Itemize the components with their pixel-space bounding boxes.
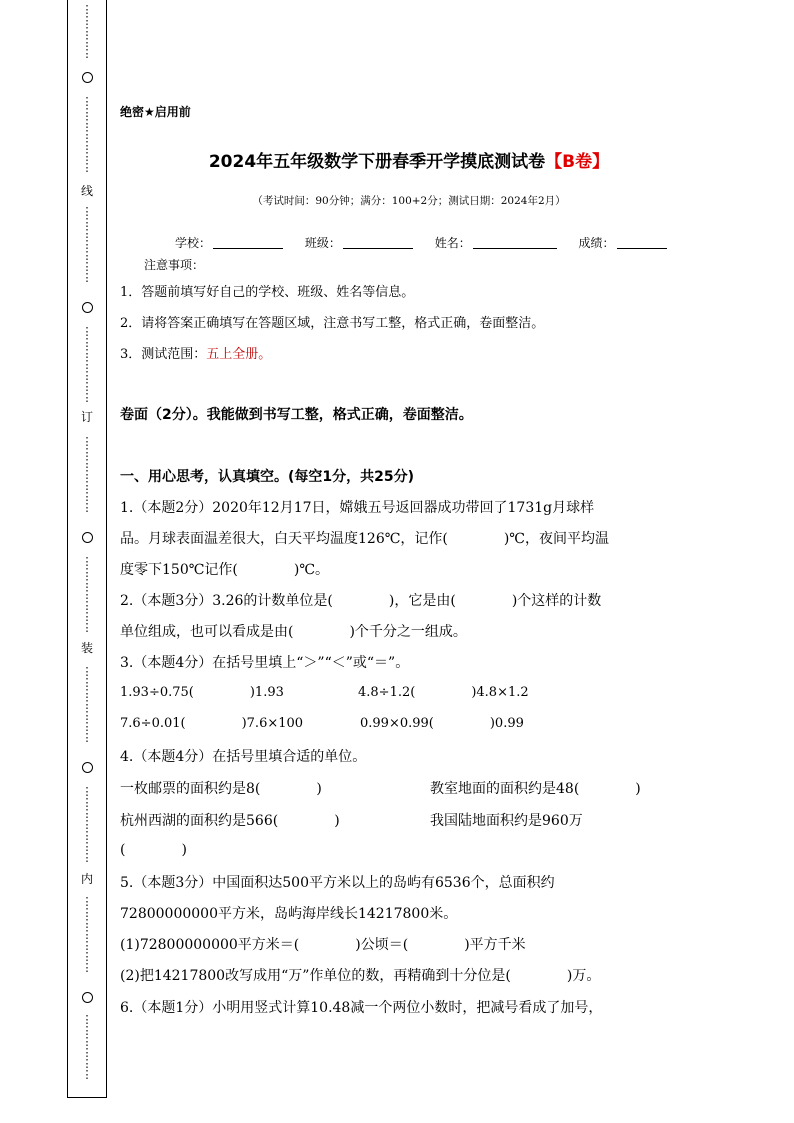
test-scope: 五上全册。: [206, 347, 272, 362]
q3-item-c: 7.6÷0.01( )7.6×100: [120, 716, 304, 731]
binding-word-ding: 订: [80, 410, 93, 424]
q4-item-a: 一枚邮票的面积约是8( ): [120, 781, 322, 797]
q3-heading: 3.（本题4分）在括号里填上“＞”“＜”或“＝”。: [120, 655, 410, 671]
notice-item-2: 2．请将答案正确填写在答题区域，注意书写工整，格式正确，卷面整洁。: [120, 316, 545, 331]
school-field[interactable]: 学校：: [175, 234, 283, 251]
binding-dots: ⋮ ⋮ ⋮ ⋮ ⋮ ⋮ ⋮: [81, 895, 93, 974]
binding-dots: ⋮ ⋮ ⋮ ⋮ ⋮ ⋮ ⋮: [81, 785, 93, 864]
q5-line-3: (1)72800000000平方米＝( )公顷＝( )平方千米: [120, 937, 526, 953]
binding-dots: ⋮ ⋮ ⋮ ⋮ ⋮ ⋮ ⋮: [81, 665, 93, 744]
q3-item-d: 0.99×0.99( )0.99: [360, 716, 524, 731]
binding-dots: ⋮ ⋮ ⋮ ⋮ ⋮ ⋮ ⋮: [81, 555, 93, 634]
binding-word-nei: 内: [80, 872, 93, 886]
q1-line-1: 1.（本题2分）2020年12月17日，嫦娥五号返回器成功带回了1731g月球样: [120, 500, 595, 516]
binding-dots: ⋮ ⋮ ⋮ ⋮ ⋮: [81, 3, 93, 60]
title-main: 2024年五年级数学下册春季开学摸底测试卷: [208, 152, 546, 172]
notice-heading: 注意事项：: [144, 258, 205, 272]
q3-item-a: 1.93÷0.75( )1.93: [120, 685, 284, 700]
binding-circle-2: [68, 302, 106, 315]
secret-label: 绝密★启用前: [120, 105, 191, 119]
title-version: 【B卷】: [545, 152, 610, 172]
binding-dots: ⋮ ⋮ ⋮ ⋮ ⋮ ⋮ ⋮: [81, 205, 93, 284]
q4-item-b: 教室地面的面积约是48( ): [430, 781, 641, 797]
exam-info: （考试时间：90分钟；满分：100+2分；测试日期：2024年2月）: [252, 195, 566, 207]
binding-circle-3: [68, 532, 106, 545]
notice-item-1: 1．答题前填写好自己的学校、班级、姓名等信息。: [120, 285, 415, 300]
binding-circle-5: [68, 992, 106, 1005]
binding-line: [67, 0, 107, 1098]
q5-line-1: 5.（本题3分）中国面积达500平方米以上的岛屿有6536个，总面积约: [120, 875, 555, 891]
q1-line-2: 品。月球表面温差很大，白天平均温度126℃，记作( )℃，夜间平均温: [120, 531, 609, 547]
q5-line-4: (2)把14217800改写成用“万”作单位的数，再精确到十分位是( )万。: [120, 968, 601, 984]
notice-item-3: 3．测试范围：五上全册。: [120, 347, 272, 362]
q5-line-2: 72800000000平方米，岛屿海岸线长14217800米。: [120, 906, 458, 922]
name-field[interactable]: 姓名：: [435, 234, 557, 251]
q4-item-d: 我国陆地面积约是960万: [430, 813, 583, 829]
section-1-heading: 一、用心思考，认真填空。(每空1分，共25分): [120, 469, 415, 485]
binding-dots: ⋮ ⋮ ⋮ ⋮ ⋮ ⋮ ⋮: [81, 435, 93, 514]
page-title: [120, 147, 698, 172]
binding-circle-4: [68, 762, 106, 775]
q4-item-d-blank: ( ): [120, 842, 187, 858]
q1-line-3: 度零下150℃记作( )℃。: [120, 562, 329, 578]
neatness-statement: 卷面（2分）。我能做到书写工整，格式正确，卷面整洁。: [120, 407, 473, 423]
binding-dots: ⋮ ⋮ ⋮ ⋮ ⋮ ⋮ ⋮: [81, 325, 93, 404]
binding-dots: ⋮ ⋮ ⋮ ⋮ ⋮ ⋮ ⋮: [81, 95, 93, 174]
q4-item-c: 杭州西湖的面积约是566( ): [120, 813, 340, 829]
binding-word-zhuang: 装: [80, 641, 93, 655]
student-info-row: [175, 234, 667, 251]
q4-heading: 4.（本题4分）在括号里填合适的单位。: [120, 749, 367, 765]
binding-word-xian: 线: [80, 184, 93, 198]
q3-item-b: 4.8÷1.2( )4.8×1.2: [358, 685, 529, 700]
class-field[interactable]: 班级：: [305, 234, 413, 251]
score-field[interactable]: 成绩：: [579, 234, 667, 251]
binding-circle-1: [68, 72, 106, 85]
q2-line-1: 2.（本题3分）3.26的计数单位是( )，它是由( )个这样的计数: [120, 593, 602, 609]
q6-line-1: 6.（本题1分）小明用竖式计算10.48减一个两位小数时，把减号看成了加号，: [120, 1000, 603, 1016]
binding-dots: ⋮ ⋮ ⋮ ⋮ ⋮ ⋮: [81, 1013, 93, 1081]
q2-line-2: 单位组成，也可以看成是由( )个千分之一组成。: [120, 624, 467, 640]
